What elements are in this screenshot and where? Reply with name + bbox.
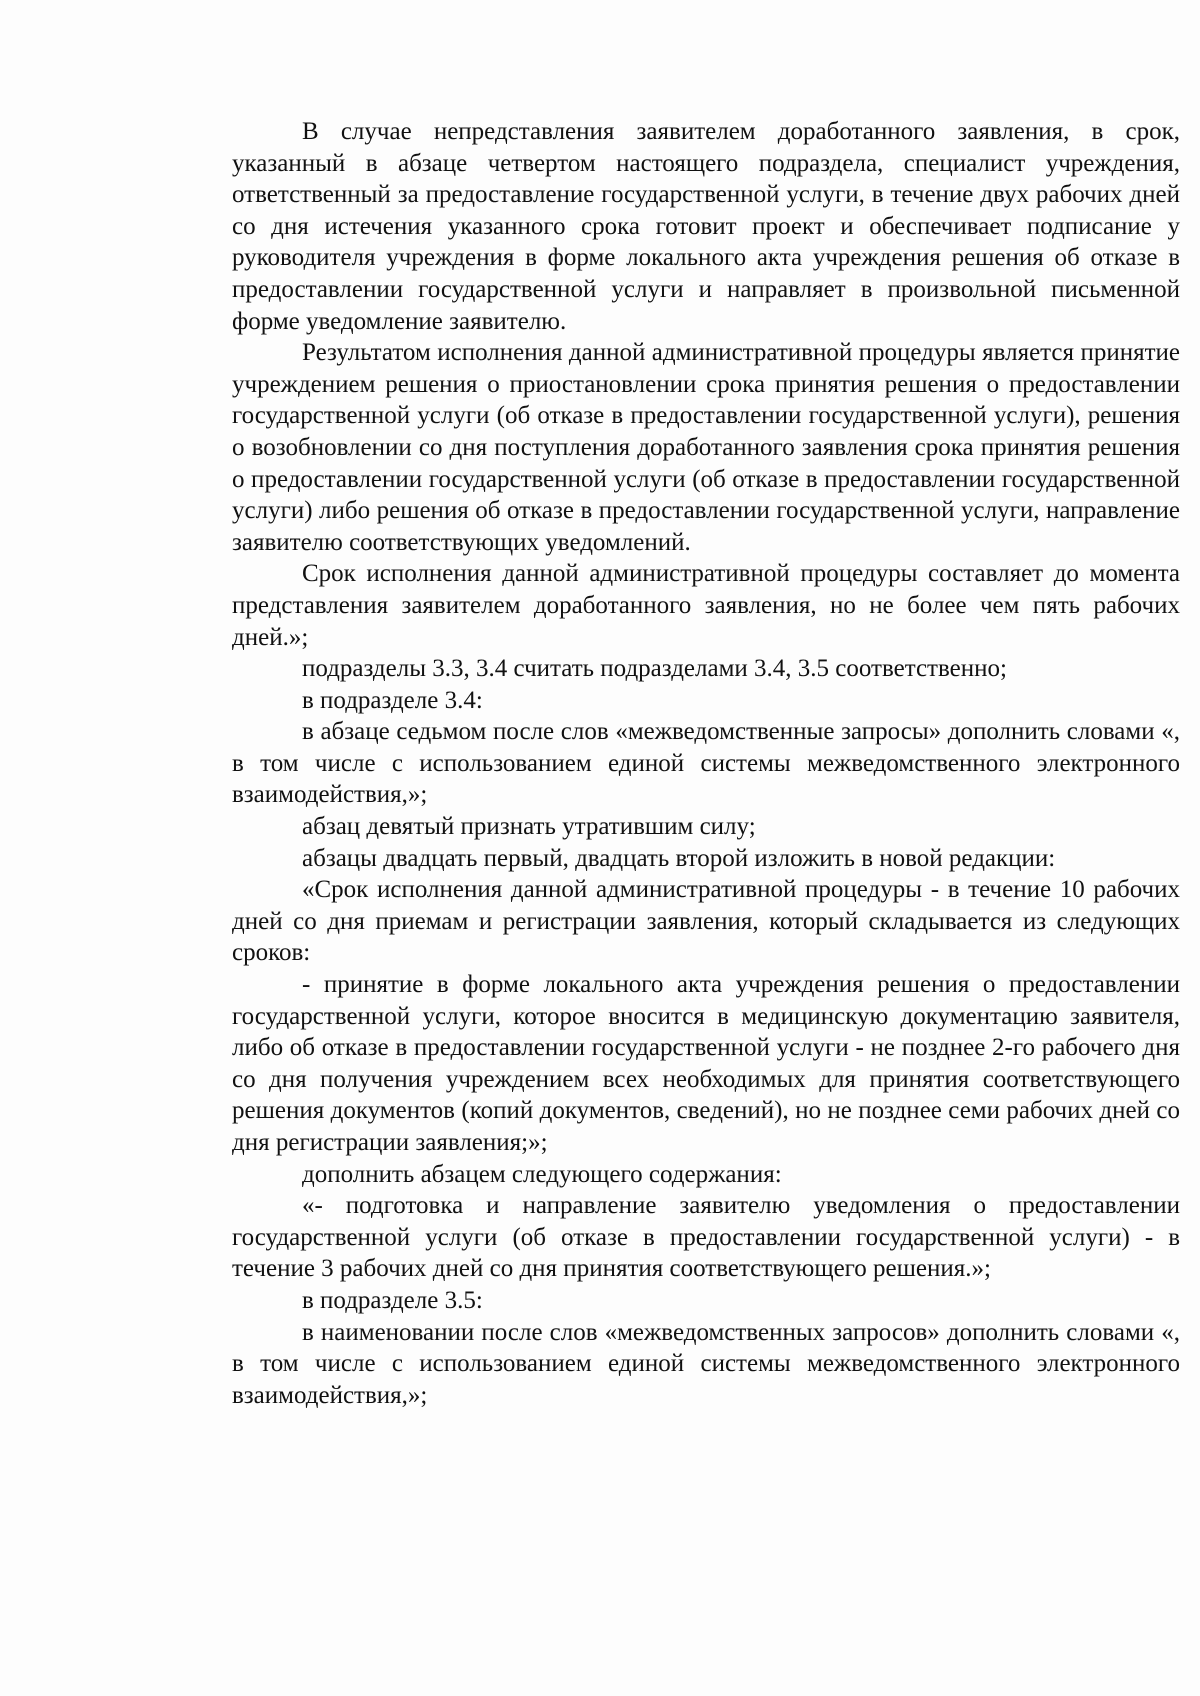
- paragraph-new-edition: абзацы двадцать первый, двадцать второй изложить в новой редакции:: [302, 844, 1056, 872]
- paragraph-term: Срок исполнения данной административной процедуры составляет до момента представления заявителем доработанного заявления, но не более чем пять рабочих дней.»;: [232, 560, 1180, 651]
- paragraph-ninth-repealed: абзац девятый признать утратившим силу;: [302, 813, 756, 841]
- document-body: [232, 116, 1180, 1411]
- paragraph-renumber-subsections: подразделы 3.3, 3.4 считать подразделами 3.4, 3.5 соответственно;: [302, 655, 1007, 683]
- paragraph-add-content: дополнить абзацем следующего содержания:: [302, 1160, 782, 1188]
- paragraph-title-amendment: в наименовании после слов «межведомственных запросов» дополнить словами «, в том числе с использованием единой системы межведомственного электронного взаимодействия,»;: [232, 1318, 1180, 1409]
- paragraph-bullet-notification: «- подготовка и направление заявителю уведомления о предоставлении государственной услуги (об отказе в предоставлении государственной услуги) - в течение 3 рабочих дней со дня принятия соответствующего решения.»;: [232, 1192, 1180, 1283]
- paragraph-bullet-decision: - принятие в форме локального акта учреждения решения о предоставлении государственной услуги, которое вносится в медицинскую документацию заявителя, либо об отказе в предоставлении государственной услуги - не позднее 2-го рабочего дня со дня получения учреждением всех необходимых для принятия соответствующего решения документов (копий документов, сведений), но не позднее семи рабочих дней со дня регистрации заявления;»;: [232, 971, 1180, 1156]
- paragraph-seventh-amendment: в абзаце седьмом после слов «межведомственные запросы» дополнить словами «, в том числе с использованием единой системы межведомственного электронного взаимодействия,»;: [232, 718, 1180, 809]
- paragraph-result: Результатом исполнения данной административной процедуры является принятие учреждением решения о приостановлении срока принятия решения о предоставлении государственной услуги (об отказе в предоставлении государственной услуги), решения о возобновлении со дня поступления доработанного заявления срока принятия решения о предоставлении государственной услуги (об отказе в предоставлении государственной услуги) либо решения об отказе в предоставлении государственной услуги, направление заявителю соответствующих уведомлений.: [232, 339, 1180, 556]
- paragraph-procedure-term: «Срок исполнения данной административной процедуры - в течение 10 рабочих дней со дня приемам и регистрации заявления, который складывается из следующих сроков:: [232, 876, 1180, 967]
- paragraph-subsection-3-4: в подразделе 3.4:: [302, 686, 483, 714]
- paragraph-nonsubmission: В случае непредставления заявителем доработанного заявления, в срок, указанный в абзаце четвертом настоящего подраздела, специалист учреждения, ответственный за предоставление государственной услуги, в течение двух рабочих дней со дня истечения указанного срока готовит проект и обеспечивает подписание у руководителя учреждения в форме локального акта учреждения решения об отказе в предоставлении государственной услуги и направляет в произвольной письменной форме уведомление заявителю.: [232, 118, 1180, 335]
- paragraph-subsection-3-5: в подразделе 3.5:: [302, 1286, 483, 1314]
